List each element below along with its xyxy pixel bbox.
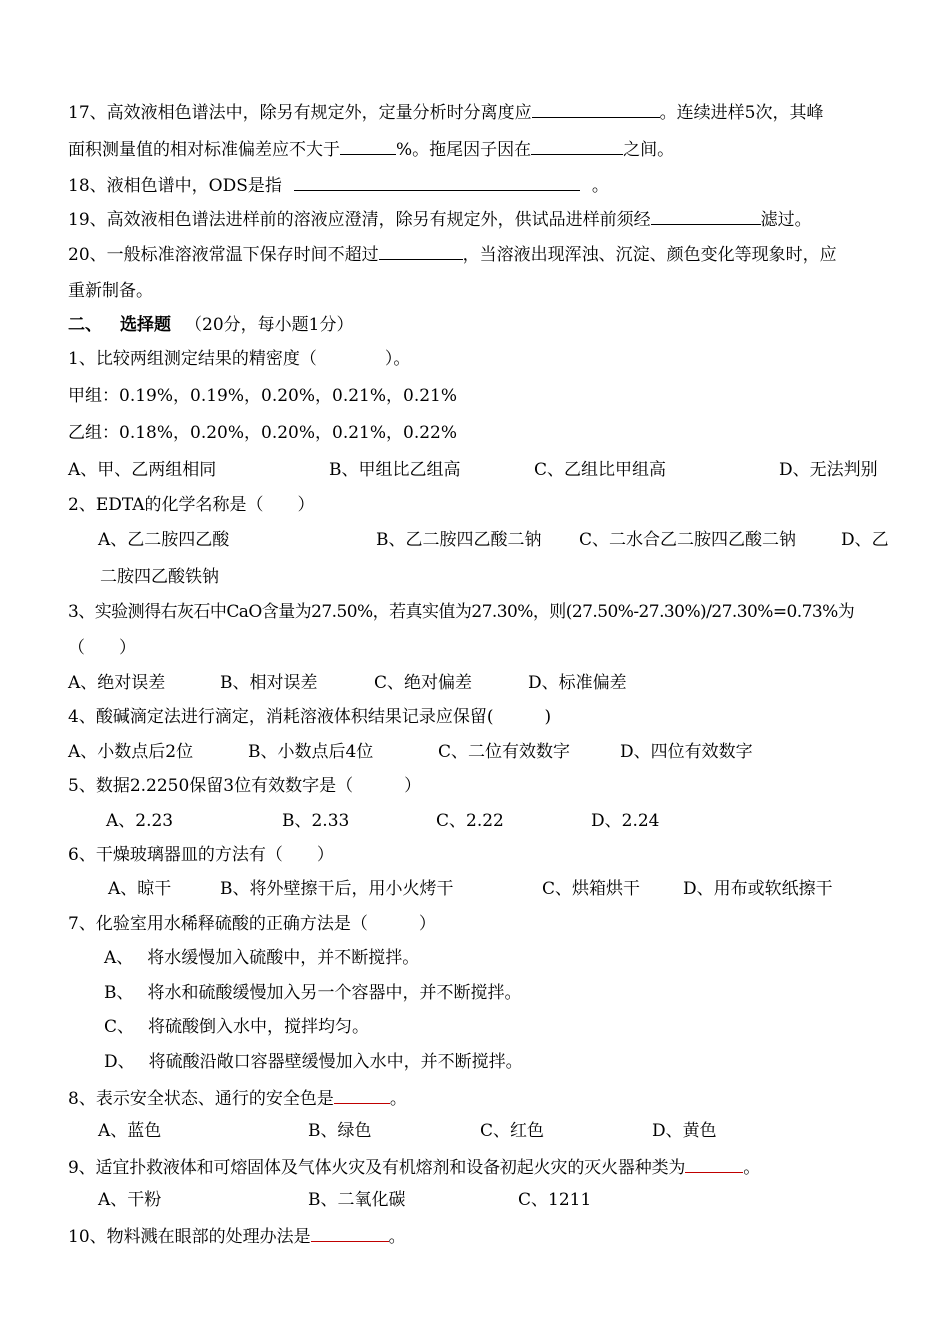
question-7-option-c[interactable]: C、 将硫酸倒入水中，搅拌均匀。 [104, 1017, 370, 1037]
question-3-stem: 3、实验测得右灰石中CaO含量为27.50%，若真实值为27.30%，则(27.50%-27.30%)/27.30%=0.73%为 [68, 602, 855, 622]
option-d[interactable]: D、标准偏差 [528, 673, 627, 693]
answer-blank[interactable] [651, 206, 761, 225]
option-a[interactable]: A、甲、乙两组相同 [68, 460, 217, 480]
option-d[interactable]: D、黄色 [652, 1121, 717, 1141]
option-b[interactable]: B、2.33 [282, 811, 350, 831]
question-1-group-a: 甲组：0.19%，0.19%，0.20%，0.21%，0.21% [68, 386, 458, 406]
question-2-stem: 2、EDTA的化学名称是（ ） [68, 495, 315, 515]
answer-blank[interactable] [311, 1223, 389, 1242]
option-c[interactable]: C、绝对偏差 [374, 673, 473, 693]
question-7-stem: 7、化验室用水稀释硫酸的正确方法是（ ） [68, 914, 436, 934]
option-c[interactable]: C、1211 [518, 1190, 592, 1210]
option-a[interactable]: A、干粉 [98, 1190, 162, 1210]
option-d[interactable]: D、用布或软纸擦干 [683, 879, 833, 899]
answer-blank[interactable] [340, 136, 396, 155]
question-19: 19、高效液相色谱法进样前的溶液应澄清，除另有规定外，供试品进样前须经 滤过。 [68, 206, 884, 232]
option-a[interactable]: A、2.23 [106, 811, 174, 831]
question-20-line1: 20、一般标准溶液常温下保存时间不超过 ，当溶液出现浑浊、沉淀、颜色变化等现象时，应 [68, 241, 884, 267]
section-heading: 二、 选择题 （20分，每小题1分） [68, 315, 354, 335]
option-b[interactable]: B、甲组比乙组高 [329, 460, 461, 480]
option-b[interactable]: B、二氧化碳 [308, 1190, 406, 1210]
question-17-line1: 17、高效液相色谱法中，除另有规定外，定量分析时分离度应 。连续进样5次，其峰 [68, 99, 884, 125]
question-4-stem: 4、酸碱滴定法进行滴定，消耗溶液体积结果记录应保留( ) [68, 707, 552, 727]
answer-blank[interactable] [379, 241, 463, 260]
question-1-group-b: 乙组：0.18%，0.20%，0.20%，0.21%，0.22% [68, 423, 458, 443]
question-2-wrap: 二胺四乙酸铁钠 [100, 567, 219, 587]
option-d[interactable]: D、无法判别 [779, 460, 878, 480]
question-7-option-a[interactable]: A、 将水缓慢加入硫酸中，并不断搅拌。 [104, 948, 420, 968]
option-a[interactable]: A、小数点后2位 [68, 742, 194, 762]
question-7-option-b[interactable]: B、 将水和硫酸缓慢加入另一个容器中，并不断搅拌。 [104, 983, 522, 1003]
option-c[interactable]: C、二位有效数字 [438, 742, 571, 762]
option-a[interactable]: A、蓝色 [98, 1121, 162, 1141]
option-c[interactable]: C、红色 [480, 1121, 545, 1141]
option-c[interactable]: C、乙组比甲组高 [534, 460, 667, 480]
option-a[interactable]: A、乙二胺四乙酸 [98, 530, 230, 550]
option-d[interactable]: D、乙 [841, 530, 889, 550]
question-18: 18、液相色谱中，ODS是指 。 [68, 172, 884, 198]
option-d[interactable]: D、2.24 [591, 811, 660, 831]
question-20-line2: 重新制备。 [68, 281, 153, 301]
answer-blank[interactable] [334, 1085, 390, 1104]
option-b[interactable]: B、小数点后4位 [248, 742, 374, 762]
option-a[interactable]: A、晾干 [108, 879, 172, 899]
option-a[interactable]: A、绝对误差 [68, 673, 166, 693]
question-17-line2: 面积测量值的相对标准偏差应不大于 %。拖尾因子因在 之间。 [68, 136, 884, 162]
question-3-paren: （ ） [68, 638, 136, 658]
option-b[interactable]: B、绿色 [308, 1121, 372, 1141]
option-b[interactable]: B、相对误差 [220, 673, 318, 693]
question-6-stem: 6、干燥玻璃器皿的方法有（ ） [68, 845, 334, 865]
option-b[interactable]: B、乙二胺四乙酸二钠 [376, 530, 542, 550]
option-c[interactable]: C、2.22 [436, 811, 504, 831]
question-9-stem: 9、适宜扑救液体和可熔固体及气体火灾及有机熔剂和设备初起火灾的灭火器种类为 。 [68, 1154, 884, 1180]
option-c[interactable]: C、烘箱烘干 [542, 879, 641, 899]
answer-blank[interactable] [685, 1154, 743, 1173]
question-8-stem: 8、表示安全状态、通行的安全色是 。 [68, 1085, 884, 1111]
option-c[interactable]: C、二水合乙二胺四乙酸二钠 [579, 530, 797, 550]
answer-blank[interactable] [531, 136, 623, 155]
answer-blank[interactable] [532, 99, 660, 118]
question-5-stem: 5、数据2.2250保留3位有效数字是（ ） [68, 776, 422, 796]
option-b[interactable]: B、将外壁擦干后，用小火烤干 [220, 879, 454, 899]
answer-blank[interactable] [294, 172, 580, 191]
option-d[interactable]: D、四位有效数字 [620, 742, 753, 762]
question-10-stem: 10、物料溅在眼部的处理办法是 。 [68, 1223, 884, 1249]
question-7-option-d[interactable]: D、 将硫酸沿敞口容器壁缓慢加入水中，并不断搅拌。 [104, 1052, 523, 1072]
question-1-stem: 1、比较两组测定结果的精密度（ ）。 [68, 349, 411, 369]
